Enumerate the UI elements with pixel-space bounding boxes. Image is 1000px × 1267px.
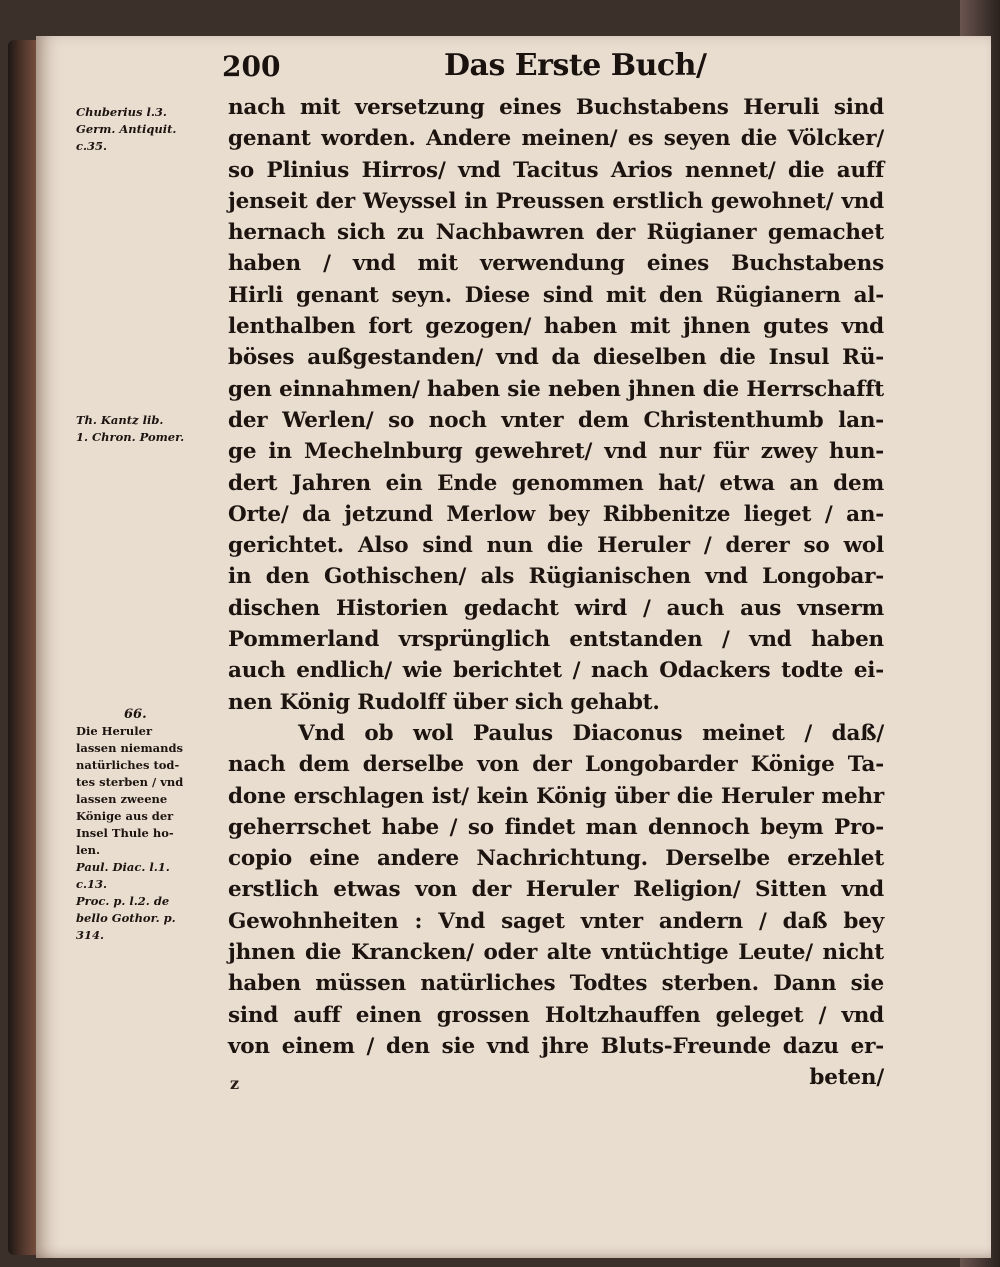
text-line: done erschlagen ist/ kein König über die Heruler mehr (228, 783, 884, 809)
margin-note-line: 1. Chron. Pomer. (76, 430, 185, 444)
text-line: Orte/ da jetzund Merlow bey Ribbenitze lieget / an- (228, 501, 884, 527)
margin-note-line: tes sterben / vnd (76, 775, 184, 789)
text-line: lenthalben fort gezogen/ haben mit jhnen gutes vnd (228, 314, 884, 340)
text-line: Hirli genant seyn. Diese sind mit den Rügianern al- (228, 282, 884, 308)
text-line: jhnen die Krancken/ oder alte vntüchtige Leute/ nicht (228, 940, 884, 966)
margin-note-line: Germ. Antiquit. (76, 122, 177, 136)
text-line: nach dem derselbe von der Longobarder Könige Ta- (228, 752, 884, 778)
signature-mark: z (230, 1074, 240, 1093)
text-line: gen einnahmen/ haben sie neben jhnen die Herrschafft (228, 376, 884, 402)
margin-note-line: c.13. (76, 877, 108, 891)
running-title: Das Erste Buch/ (444, 48, 707, 83)
margin-note-line: natürliches tod- (76, 758, 180, 772)
text-line: haben müssen natürliches Todtes sterben. Dann sie (228, 971, 884, 997)
text-line: nach mit versetzung eines Buchstabens Heruli sind (228, 95, 884, 120)
margin-note-kantz (76, 412, 226, 446)
margin-note-line: lassen zweene (76, 792, 168, 806)
text-line: geherrschet habe / so findet man dennoch beym Pro- (228, 814, 884, 840)
margin-note-line: Paul. Diac. l.1. (76, 860, 170, 874)
text-line: jenseit der Weyssel in Preussen erstlich gewohnet/ vnd (228, 188, 884, 214)
margin-note-heruler (76, 706, 226, 944)
margin-note-chuberius (76, 104, 226, 155)
text-line: so Plinius Hirros/ vnd Tacitus Arios nennet/ die auff (228, 157, 884, 183)
text-line: der Werlen/ so noch vnter dem Christenthumb lan- (228, 407, 884, 433)
margin-note-line: Th. Kantz lib. (76, 413, 164, 427)
text-line: nen König Rudolff über sich gehabt. (228, 689, 660, 715)
margin-note-number: 66. (124, 707, 147, 722)
text-line: von einem / den sie vnd jhre Bluts-Freunde dazu er- (228, 1033, 884, 1059)
margin-note-line: 314. (76, 928, 105, 942)
text-line: genant worden. Andere meinen/ es seyen die Völcker/ (228, 126, 884, 152)
text-line: böses außgestanden/ vnd da dieselben die Insul Rü- (228, 345, 884, 371)
margin-note-line: Die Heruler (76, 724, 153, 738)
margin-note-line: len. (76, 843, 101, 857)
text-line: Gewohnheiten : Vnd saget vnter andern / daß bey (228, 908, 884, 934)
text-line: sind auff einen grossen Holtzhauffen geleget / vnd (228, 1002, 884, 1028)
margin-note-line: lassen niemands (76, 741, 183, 755)
book-cover-edge (8, 40, 38, 1255)
margin-note-line: Chuberius l.3. (76, 105, 167, 119)
margin-note-line: Könige aus der (76, 809, 174, 823)
margin-note-line: Insel Thule ho- (76, 826, 174, 840)
text-line: Pommerland vrsprünglich entstanden / vnd haben (228, 627, 884, 653)
text-line: Vnd ob wol Paulus Diaconus meinet / daß/ (298, 720, 884, 746)
catchword-line: beten/ (809, 1065, 884, 1091)
page-header (222, 48, 862, 88)
text-line: dischen Historien gedacht wird / auch aus vnserm (228, 595, 884, 621)
text-line: copio eine andere Nachrichtung. Derselbe erzehlet (228, 846, 884, 872)
text-line: haben / vnd mit verwendung eines Buchstabens (228, 251, 884, 277)
text-line: gerichtet. Also sind nun die Heruler / derer so wol (228, 533, 884, 559)
text-line: hernach sich zu Nachbawren der Rügianer gemachet (228, 220, 884, 246)
margin-note-line: c.35. (76, 139, 108, 153)
text-line: ge in Mechelnburg gewehret/ vnd nur für zwey hun- (228, 439, 884, 465)
text-line: in den Gothischen/ als Rügianischen vnd Longobar- (228, 564, 884, 590)
margin-note-line: bello Gothor. p. (76, 911, 176, 925)
text-line: auch endlich/ wie berichtet / nach Odackers todte ei- (228, 658, 884, 684)
page-number: 200 (222, 50, 281, 83)
margin-note-line: Proc. p. l.2. de (76, 894, 170, 908)
main-text-block (228, 92, 884, 1094)
text-line: dert Jahren ein Ende genommen hat/ etwa an dem (228, 470, 884, 496)
text-line: erstlich etwas von der Heruler Religion/ Sitten vnd (228, 877, 884, 903)
